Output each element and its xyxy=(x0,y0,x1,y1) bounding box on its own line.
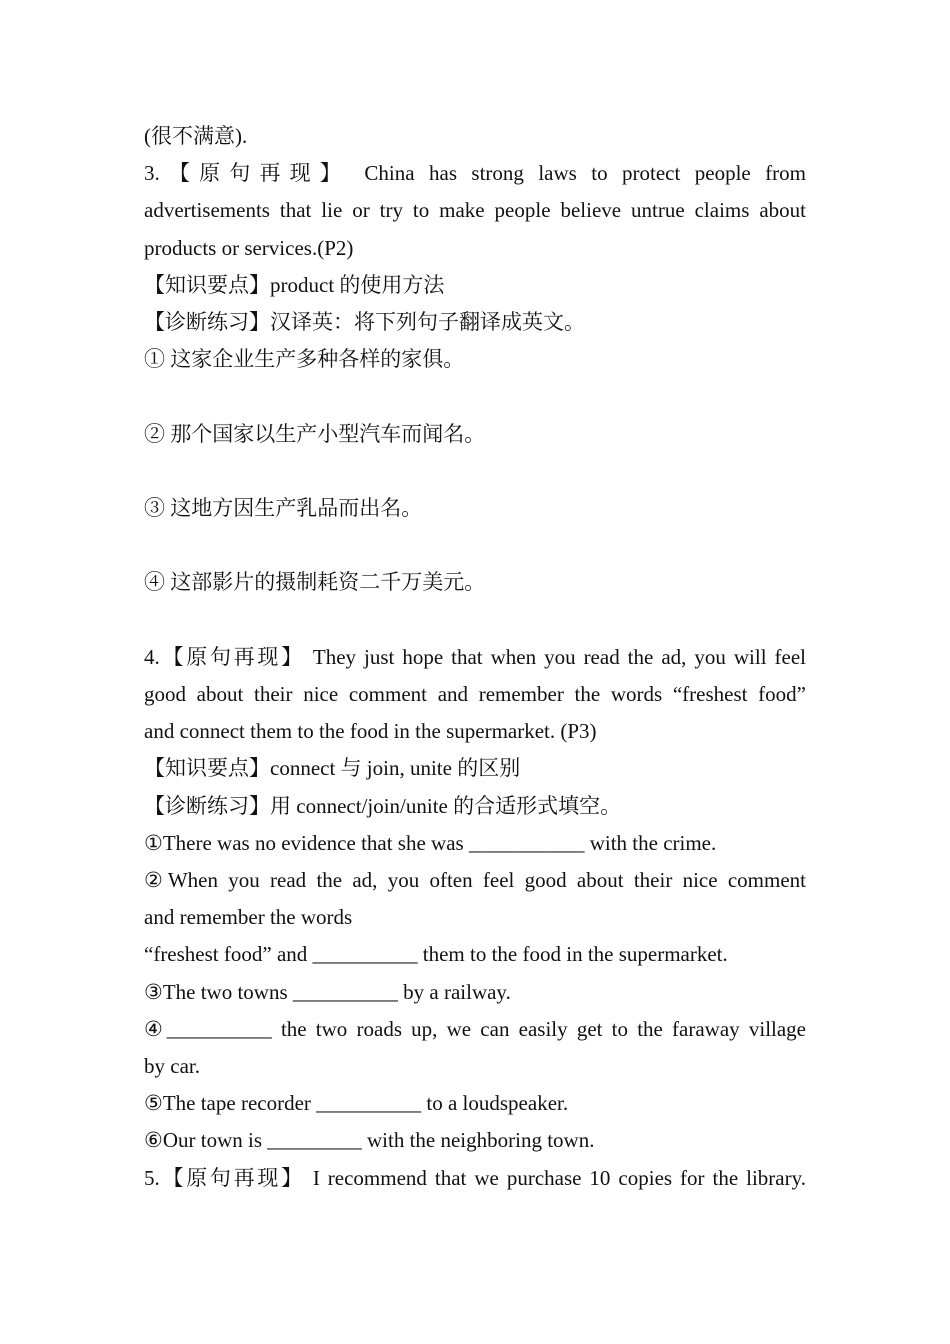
text-line-15: 4.【原句再现】 They just hope that when you read the ad, you will feel xyxy=(144,644,806,669)
text-line-2: 3.【原句再现】 China has strong laws to protect people from xyxy=(144,161,806,186)
text-line-6: 【诊断练习】汉译英：将下列句子翻译成英文。 xyxy=(144,310,585,335)
text-line-1: (很不满意). xyxy=(144,124,248,148)
text-line-27: ⑤The tape recorder __________ to a loudspeaker. xyxy=(144,1091,569,1116)
text-line-18: 【知识要点】connect 与 join, unite 的区别 xyxy=(144,756,521,781)
text-line-17: and connect them to the food in the supermarket. (P3) xyxy=(144,719,597,744)
text-line-20: ①There was no evidence that she was ___________ with the crime. xyxy=(144,830,717,855)
blank-line xyxy=(144,602,806,639)
text-line-7: ① 这家企业生产多种各样的家俱。 xyxy=(144,347,465,372)
text-line-24: ③The two towns __________ by a railway. xyxy=(144,979,511,1004)
text-line-19: 【诊断练习】用 connect/join/unite 的合适形式填空。 xyxy=(144,793,622,818)
blank-line xyxy=(144,527,806,564)
text-line-25: ④__________ the two roads up, we can easily get to the faraway village xyxy=(144,1016,806,1041)
text-line-9: ② 那个国家以生产小型汽车而闻名。 xyxy=(144,421,486,446)
document-page xyxy=(144,118,806,1197)
text-line-23: “freshest food” and __________ them to the food in the supermarket. xyxy=(144,942,728,967)
text-line-11: ③ 这地方因生产乳品而出名。 xyxy=(144,496,423,520)
text-line-22: and remember the words xyxy=(144,905,353,930)
text-line-16: good about their nice comment and remember the words “freshest food” xyxy=(144,681,806,706)
text-line-5: 【知识要点】product 的使用方法 xyxy=(144,272,445,297)
text-line-28: ⑥Our town is _________ with the neighboring town. xyxy=(144,1128,595,1153)
text-line-21: ②When you read the ad, you often feel good about their nice comment xyxy=(144,868,806,892)
blank-line xyxy=(144,378,806,415)
blank-line xyxy=(144,453,806,490)
text-line-13: ④ 这部影片的摄制耗资二千万美元。 xyxy=(144,570,486,595)
text-line-4: products or services.(P2) xyxy=(144,235,354,260)
text-line-29: 5.【原句再现】 I recommend that we purchase 10 copies for the library. xyxy=(144,1165,806,1190)
text-line-26: by car. xyxy=(144,1054,200,1079)
text-line-3: advertisements that lie or try to make people believe untrue claims about xyxy=(144,198,806,223)
